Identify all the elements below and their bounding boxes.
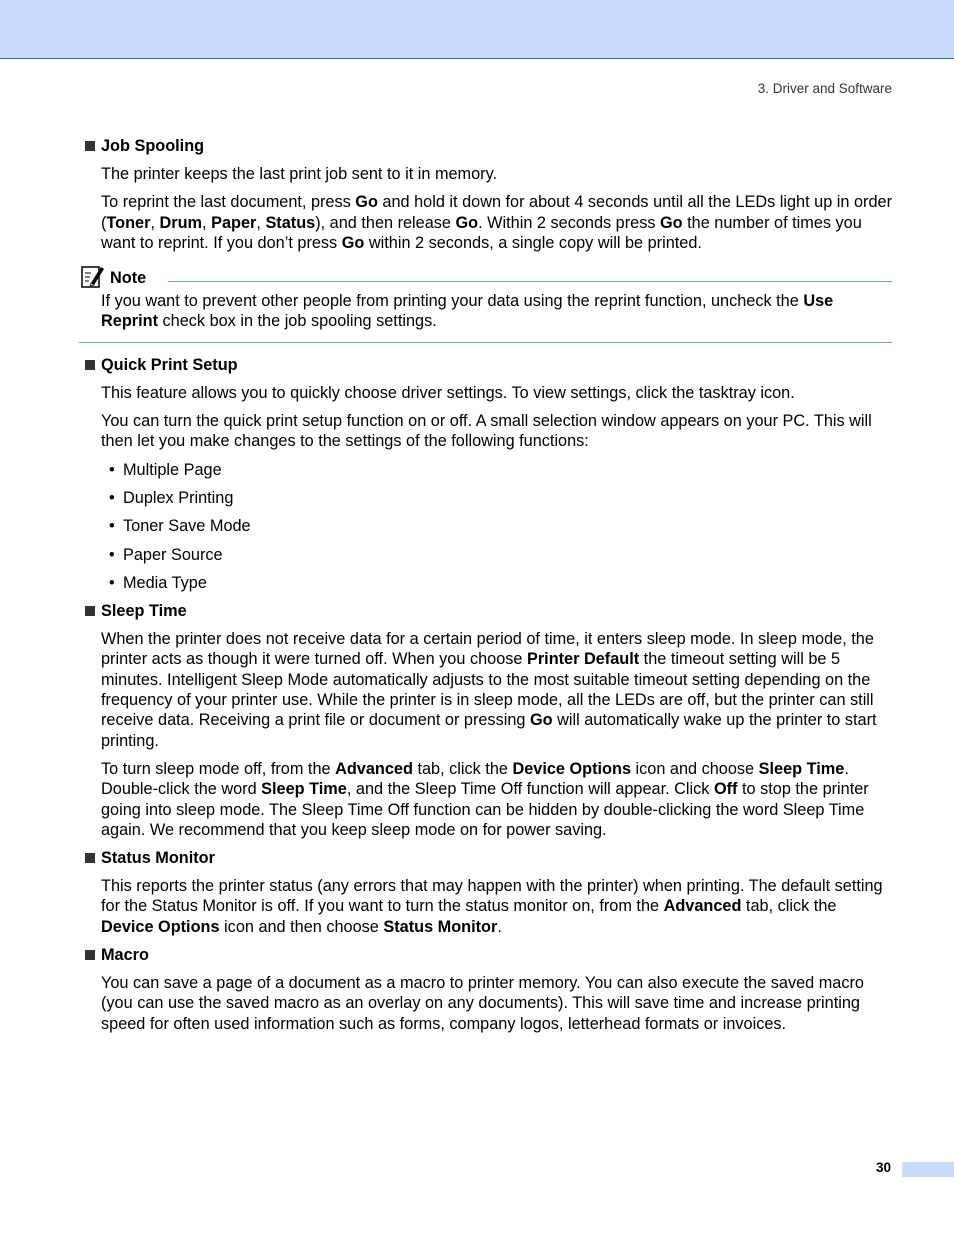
page-number: 30 [876,1160,892,1175]
square-bullet-icon [85,360,95,370]
emphasis-text: Advanced [335,759,413,778]
emphasis-text: Go [455,213,479,232]
text-run: and hold it down for about 4 seconds until all the LEDs light up in order ( [101,193,892,232]
section-heading-job-spooling [84,136,892,156]
emphasis-text: Advanced [663,897,742,916]
emphasis-text: Status Monitor [383,917,498,936]
text-run: the number of times you want to reprint. If you don’t press [101,213,862,252]
paragraph [101,629,892,751]
section-heading-quick-print-setup [84,355,892,375]
paragraph [101,192,892,253]
emphasis-text: Go [355,193,378,212]
list-item: • Multiple Page [109,460,892,480]
paragraph: The printer keeps the last print job sent to it in memory. [101,165,498,183]
text-run: , [150,213,160,232]
text-run: If you want to prevent other people from printing your data using the reprint function, uncheck the [101,292,804,311]
text-run: will automatically wake up the printer to start printing. [101,711,877,750]
chapter-title: 3. Driver and Software [757,81,892,96]
emphasis-text: Go [341,233,365,252]
function-list [109,460,892,593]
emphasis-text: Off [713,780,738,799]
section-title: Job Spooling [101,137,205,155]
note-rule [168,281,892,282]
note-pencil-icon [80,263,104,289]
emphasis-text: Toner [106,213,151,232]
emphasis-text: Printer Default [526,650,640,669]
text-run: tab, click the [412,759,513,778]
text-run: , [202,213,212,232]
emphasis-text: Drum [159,213,203,232]
text-run: , and the Sleep Time Off function will appear. Click [346,780,714,799]
text-run: . Double-click the word [101,759,849,799]
emphasis-text: Sleep Time [758,759,845,778]
section-heading-status-monitor [84,848,892,868]
text-run: within 2 seconds, a single copy will be printed. [364,233,702,252]
paragraph [101,759,892,840]
section-title: Sleep Time [101,602,187,621]
section-title: Macro [101,946,149,965]
emphasis-text: Paper [211,213,257,232]
square-bullet-icon [85,853,95,863]
text-run: tab, click the [741,897,837,916]
square-bullet-icon [85,606,95,616]
text-run: , [256,213,266,232]
text-run: the timeout setting will be 5 minutes. Intelligent Sleep Mode automatically adjusts to the most suitable timeout setting depending on the frequency of your printer use. While the printer is in sleep mode, all the LEDs are off, but the printer can still receive data. Receiving a print file or document or pressing [101,650,874,730]
note-text [101,291,892,332]
text-run: . Within 2 seconds press [478,213,660,232]
paragraph: You can save a page of a document as a macro to printer memory. You can also execute the saved macro (you can use the saved macro as an overlay on any documents). This will save time and increase printing speed for often used information such as forms, company logos, letterhead formats or invoices. [101,974,864,1033]
note-header [84,267,892,293]
text-run: check box in the job spooling settings. [157,312,437,331]
list-item: • Media Type [109,573,892,593]
emphasis-text: Use Reprint [101,292,834,331]
emphasis-text: Go [529,711,553,730]
text-run: . [497,917,502,936]
list-item: • Duplex Printing [109,488,892,508]
emphasis-text: Sleep Time [261,780,347,799]
text-run: icon and choose [631,759,759,778]
section-title: Status Monitor [101,849,215,868]
note-end-rule [79,342,892,343]
paragraph: You can turn the quick print setup function on or off. A small selection window appears on your PC. This will then let you make changes to the settings of the following functions: [101,412,872,451]
list-item: • Paper Source [109,545,892,565]
page-content [84,136,892,1042]
emphasis-text: Device Options [101,917,220,936]
page-number-bar [902,1162,954,1177]
header-band [0,0,954,59]
text-run: to stop the printer going into sleep mode. The Sleep Time Off function can be hidden by double-clicking the word Sleep Time again. We recommend that you keep sleep mode on for power saving. [101,780,869,839]
text-run: When the printer does not receive data for a certain period of time, it enters sleep mode. In sleep mode, the printer acts as though it were turned off. When you choose [101,630,874,669]
emphasis-text: Go [660,213,683,232]
square-bullet-icon [85,141,95,151]
square-bullet-icon [85,950,95,960]
emphasis-text: Status [265,213,316,232]
paragraph [101,876,892,937]
paragraph: This feature allows you to quickly choose driver settings. To view settings, click the tasktray icon. [101,383,795,402]
text-run: To turn sleep mode off, from the [101,759,336,778]
section-heading-macro [84,945,892,965]
list-item: • Toner Save Mode [109,516,892,536]
emphasis-text: Device Options [512,759,631,778]
note-label: Note [110,269,147,288]
text-run: icon and then choose [219,917,384,936]
section-title: Quick Print Setup [101,355,238,374]
text-run: ), and then release [315,213,456,232]
text-run: To reprint the last document, press [101,193,356,212]
text-run: This reports the printer status (any errors that may happen with the printer) when printing. The default setting for the Status Monitor is off. If you want to turn the status monitor on, from the [101,877,883,916]
section-heading-sleep-time [84,601,892,621]
